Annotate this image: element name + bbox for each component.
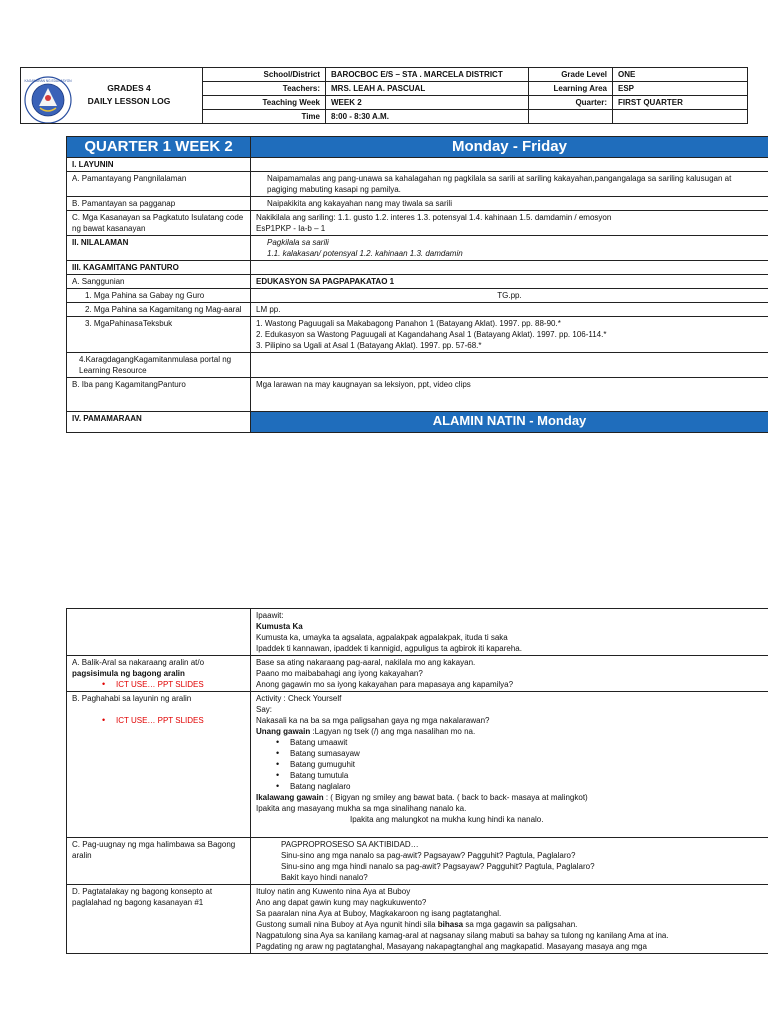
quarter-label: Quarter: bbox=[529, 96, 613, 110]
balik-aral-value bbox=[251, 656, 768, 692]
iba-pang-kagamitan-label: B. Iba pang KagamitangPanturo bbox=[67, 378, 251, 412]
pamantayan-pagganap-label: B. Pamantayan sa pagganap bbox=[67, 197, 251, 211]
time-label: Time bbox=[203, 110, 326, 124]
song-line: Ipaddek ti kannawan, ipaddek ti kannigid, agpuligus ta agbirok iti kapareha. bbox=[256, 644, 522, 653]
pagpoproseso-title: PAGPROPROSESO SA AKTIBIDAD… bbox=[281, 840, 419, 849]
pag-uugnay-value bbox=[251, 838, 768, 885]
unang-gawain-label: Unang gawain bbox=[256, 727, 313, 736]
time-value: 8:00 - 8:30 A.M. bbox=[326, 110, 529, 124]
iba-pang-kagamitan-value: Mga larawan na may kaugnayan sa leksiyon, ppt, video clips bbox=[251, 378, 768, 412]
pamantayan-pagganap-value: Naipakikita ang kakayahan nang may tiwala sa sarili bbox=[251, 197, 768, 211]
empty-cell bbox=[613, 110, 748, 124]
story-line bbox=[256, 919, 763, 930]
balik-aral-line: Paano mo maibabahagi ang iyong kakayahan? bbox=[256, 669, 423, 678]
unang-gawain-text: :Lagyan ng tsek (/) ang mga nasalihan mo na. bbox=[312, 727, 476, 736]
ipakita-line: Ipakita ang masayang mukha sa mga sinalihang nanalo ka. bbox=[256, 804, 467, 813]
week-label: Teaching Week bbox=[203, 96, 326, 110]
school-value: BAROCBOC E/S – STA . MARCELA DISTRICT bbox=[326, 68, 529, 82]
section-kagamitang-panturo: III. KAGAMITANG PANTURO bbox=[67, 261, 251, 275]
story-line: Ituloy natin ang Kuwento nina Aya at Buboy bbox=[256, 887, 411, 896]
story-line: Sa paaralan nina Aya at Buboy, Magkakaroon ng isang pagtatanghal. bbox=[256, 909, 502, 918]
gabay-guro-value: TG.pp. bbox=[251, 289, 768, 303]
title-grades: GRADES 4 bbox=[107, 83, 151, 93]
kasanayan-code: EsP1PKP - Ia-b – 1 bbox=[256, 224, 326, 233]
week-value: WEEK 2 bbox=[326, 96, 529, 110]
title-daily-lesson-log: DAILY LESSON LOG bbox=[87, 96, 171, 106]
karagdagang-kagamitan-label: 4.KaragdagangKagamitanmulasa portal ng Learning Resource bbox=[67, 353, 251, 378]
say-label: Say: bbox=[256, 705, 273, 714]
story-text: Gustong sumali nina Buboy at Aya ngunit hindi sila bbox=[256, 920, 438, 929]
kasanayan-label: C. Mga Kasanayan sa Pagkatuto Isulatang code ng bawat kasanayan bbox=[67, 211, 251, 236]
empty-cell bbox=[251, 158, 768, 172]
sanggunian-value: EDUKASYON SA PAGPAPAKATAO 1 bbox=[251, 275, 768, 289]
paghahabi-label bbox=[67, 692, 251, 838]
kagamitang-mag-aaral-label: 2. Mga Pahina sa Kagamitang ng Mag-aaral bbox=[67, 303, 251, 317]
song-cell bbox=[251, 609, 768, 656]
grade-value: ONE bbox=[613, 68, 748, 82]
pagpoproseso-question: Sinu-sino ang mga hindi nanalo sa pag-awit? Pagsayaw? Pagguhit? Pagtula, Paglalaro? bbox=[281, 862, 595, 871]
procedure-table bbox=[66, 608, 768, 954]
list-item: • Batang sumasayaw bbox=[290, 748, 763, 759]
area-value: ESP bbox=[613, 82, 748, 96]
nilalaman-value bbox=[251, 236, 768, 261]
list-item: • Batang tumutula bbox=[290, 770, 763, 781]
section-pamamaraan: IV. PAMAMARAAN bbox=[67, 412, 251, 433]
pag-uugnay-label: C. Pag-uugnay ng mga halimbawa sa Bagong aralin bbox=[67, 838, 251, 885]
teachers-value: MRS. LEAH A. PASCUAL bbox=[326, 82, 529, 96]
empty-cell bbox=[251, 353, 768, 378]
ikalawang-gawain-text: : ( Bigyan ng smiley ang bawat bata. ( back to back- masaya at malingkot) bbox=[325, 793, 588, 802]
lesson-log-title bbox=[21, 68, 203, 124]
empty-cell bbox=[529, 110, 613, 124]
lesson-log-table bbox=[66, 136, 768, 433]
story-line: Pagdating ng araw ng pagtatanghal, Masayang nakapagtanghal ang magkapatid. Masayang masaya ang mga bbox=[256, 942, 647, 951]
kasanayan-list: Nakikilala ang sariling: 1.1. gusto 1.2. interes 1.3. potensyal 1.4. kahinaan 1.5. damdamin / emosyon bbox=[256, 213, 612, 222]
list-item: • Batang gumuguhit bbox=[290, 759, 763, 770]
teksbuk-item: 3. Pilipino sa Ugali at Asal 1 (Batayang Aklat). 1997. pp. 57-68.* bbox=[256, 341, 482, 350]
teachers-label: Teachers: bbox=[203, 82, 326, 96]
ikalawang-gawain-label: Ikalawang gawain bbox=[256, 793, 326, 802]
balik-aral-line: Anong gagawin mo sa iyong kakayahan para mapasaya ang kapamilya? bbox=[256, 680, 514, 689]
teksbuk-item: 1. Wastong Paguugali sa Makabagong Panahon 1 (Batayang Aklat). 1997. pp. 88-90.* bbox=[256, 319, 561, 328]
ipaawit-label: Ipaawit: bbox=[256, 611, 284, 620]
list-item: • Batang naglalaro bbox=[290, 781, 763, 792]
quarter-banner: QUARTER 1 WEEK 2 bbox=[67, 137, 251, 158]
teksbuk-item: 2. Edukasyon sa Wastong Paguugali at Kagandahang Asal 1 (Batayang Aklat). 1997. pp. 106-114.* bbox=[256, 330, 607, 339]
story-text: sa mga gagawin sa paligsahan. bbox=[463, 920, 578, 929]
ict-use-note: • ICT USE… PPT SLIDES bbox=[116, 715, 245, 726]
pagpoproseso-question: Sinu-sino ang mga nanalo sa pag-awit? Pagsayaw? Pagguhit? Pagtula, Paglalaro? bbox=[281, 851, 576, 860]
section-layunin: I. LAYUNIN bbox=[67, 158, 251, 172]
pagtatalakay-value bbox=[251, 885, 768, 954]
header-table bbox=[20, 67, 748, 124]
school-label: School/District bbox=[203, 68, 326, 82]
kagamitang-mag-aaral-value: LM pp. bbox=[251, 303, 768, 317]
alamin-banner: ALAMIN NATIN - Monday bbox=[251, 412, 768, 433]
empty-cell bbox=[67, 609, 251, 656]
ict-use-note: • ICT USE… PPT SLIDES bbox=[116, 679, 245, 690]
list-item: • Batang umaawit bbox=[290, 737, 763, 748]
teksbuk-label: 3. MgaPahinasaTeksbuk bbox=[67, 317, 251, 353]
nilalaman-subtopics: 1.1. kalakasan/ potensyal 1.2. kahinaan 1.3. damdamin bbox=[267, 249, 463, 258]
kasanayan-value bbox=[251, 211, 768, 236]
song-line: Kumusta ka, umayka ta agsalata, agpalakpak agpalakpak, ituda ti saka bbox=[256, 633, 508, 642]
story-bold-word: bihasa bbox=[437, 920, 464, 929]
quarter-value: FIRST QUARTER bbox=[613, 96, 748, 110]
pamantayang-pangnilalaman-value: Naipamamalas ang pang-unawa sa kahalagahan ng pagkilala sa sarili at sariling kakayahan,pangangalaga sa sariling kalusugan at pagiging mabuting kasapi ng pamilya. bbox=[251, 172, 768, 197]
song-title: Kumusta Ka bbox=[256, 622, 303, 631]
story-line: Ano ang dapat gawin kung may nagkukuwento? bbox=[256, 898, 427, 907]
unang-gawain bbox=[256, 726, 763, 737]
empty-cell bbox=[251, 261, 768, 275]
balik-aral-title: A. Balik-Aral sa nakaraang aralin at/o bbox=[72, 658, 205, 667]
gabay-guro-label: 1. Mga Pahina sa Gabay ng Guro bbox=[67, 289, 251, 303]
activity-question: Nakasali ka na ba sa mga paligsahan gaya ng mga nakalarawan? bbox=[256, 716, 490, 725]
pagpoproseso-question: Bakit kayo hindi nanalo? bbox=[281, 873, 368, 882]
area-label: Learning Area bbox=[529, 82, 613, 96]
paghahabi-value bbox=[251, 692, 768, 838]
grade-label: Grade Level bbox=[529, 68, 613, 82]
nilalaman-topic: Pagkilala sa sarili bbox=[267, 238, 329, 247]
paghahabi-title: B. Paghahabi sa layunin ng aralin bbox=[72, 694, 192, 703]
activity-title: Activity : Check Yourself bbox=[256, 694, 342, 703]
story-line: Nagpatulong sina Aya sa kanilang kamag-aral at nagsanay silang mabuti sa bahay sa tulong ng kanilang Ama at ina. bbox=[256, 931, 669, 940]
sanggunian-label: A. Sanggunian bbox=[67, 275, 251, 289]
balik-aral-label bbox=[67, 656, 251, 692]
section-nilalaman: II. NILALAMAN bbox=[67, 236, 251, 261]
svg-text:KAGAWARAN NG EDUKASYON: KAGAWARAN NG EDUKASYON bbox=[24, 79, 72, 83]
teksbuk-value bbox=[251, 317, 768, 353]
days-banner: Monday - Friday bbox=[251, 137, 768, 158]
pamantayang-pangnilalaman-label: A. Pamantayang Pangnilalaman bbox=[67, 172, 251, 197]
balik-aral-subtitle: pagsisimula ng bagong aralin bbox=[72, 669, 185, 678]
balik-aral-line: Base sa ating nakaraang pag-aaral, nakilala mo ang kakayan. bbox=[256, 658, 476, 667]
pagtatalakay-label: D. Pagtatalakay ng bagong konsepto at paglalahad ng bagong kasanayan #1 bbox=[67, 885, 251, 954]
ikalawang-gawain bbox=[256, 792, 763, 803]
ipakita-line: Ipakita ang malungkot na mukha kung hindi ka nanalo. bbox=[350, 815, 544, 824]
